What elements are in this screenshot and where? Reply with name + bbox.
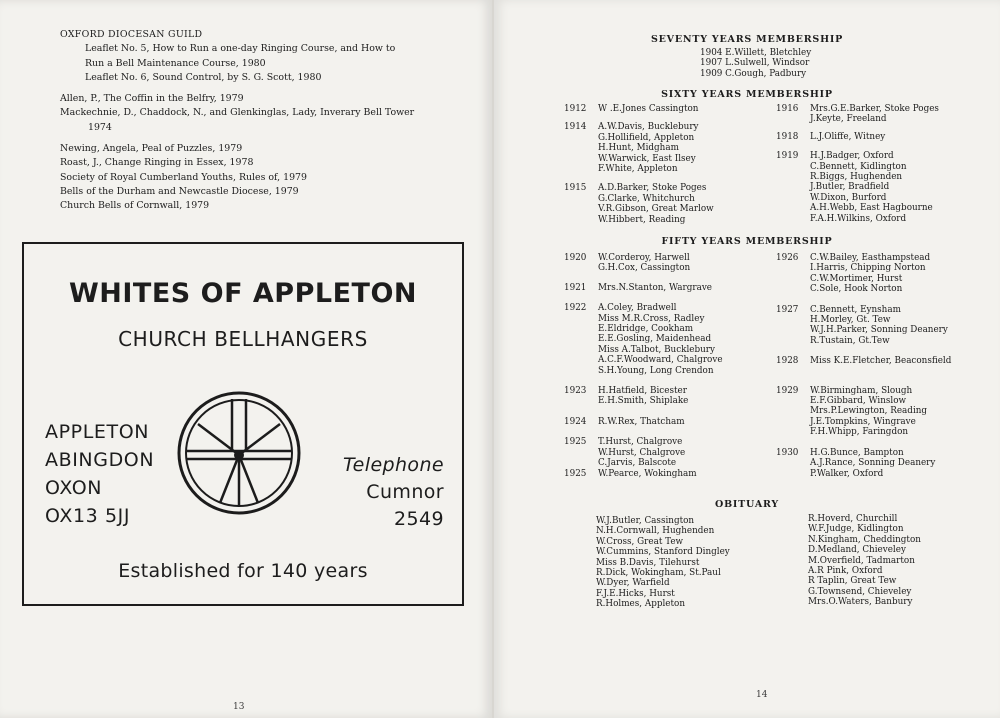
obituary-name: W.Dyer, Warfield — [596, 578, 670, 589]
entry-name: H.J.Badger, Oxford — [810, 151, 894, 162]
membership-entry — [564, 122, 714, 174]
entry-year: 1928 — [776, 356, 799, 367]
entry-name: Miss M.R.Cross, Radley — [598, 313, 705, 324]
entry-name: G.Clarke, Whitchurch — [598, 193, 695, 204]
biblio-entry: Allen, P., The Coffin in the Belfry, 1979 — [60, 93, 244, 105]
entry-name: J.Butler, Bradfield — [810, 182, 890, 193]
obituary-name: M.Overfield, Tadmarton — [808, 555, 915, 566]
entry-year: 1925 — [564, 468, 587, 479]
bibliography-list — [60, 28, 460, 214]
bell-wheel-icon — [176, 390, 302, 516]
entry-name: G.H.Cox, Cassington — [598, 263, 691, 274]
entry-year: 1923 — [564, 386, 587, 397]
membership-entry — [776, 132, 939, 142]
entry-name: H.G.Bunce, Bampton — [810, 447, 904, 458]
biblio-entry: 1974 — [88, 121, 112, 133]
entry-year: 1916 — [776, 104, 799, 114]
entry-name: I.Harris, Chipping Norton — [810, 263, 926, 274]
entry-name: A.D.Barker, Stoke Poges — [598, 183, 707, 194]
entry-year: 1925 — [564, 437, 587, 448]
entry-name: Mrs.G.E.Barker, Stoke Poges — [810, 104, 939, 114]
entry-name: W.Corderoy, Harwell — [598, 253, 690, 263]
entry-name: W.Pearce, Wokingham — [598, 468, 697, 479]
advert-address — [45, 418, 154, 530]
entry-name: W.Dixon, Burford — [810, 192, 887, 203]
obituary-name: Miss B.Davis, Tilehurst — [596, 557, 700, 568]
obituary-name: Mrs.O.Waters, Banbury — [808, 597, 913, 608]
entry-name: C.Bennett, Eynsham — [810, 304, 901, 315]
left-page — [0, 0, 492, 718]
entry-year: 1914 — [564, 122, 587, 133]
entry-name: Miss K.E.Fletcher, Beaconsfield — [810, 356, 952, 367]
entry-name: W.Hibbert, Reading — [598, 214, 686, 225]
entry-name: C.W.Bailey, Easthampstead — [810, 253, 931, 263]
obituary-name: G.Townsend, Chieveley — [808, 586, 912, 597]
sixty-years-heading: SIXTY YEARS MEMBERSHIP — [661, 89, 833, 100]
entry-year: 1927 — [776, 304, 799, 315]
membership-entry — [564, 283, 723, 293]
entry-name: R.Biggs, Hughenden — [810, 172, 903, 183]
seventy-years-list — [700, 48, 811, 79]
obituary-left-column — [596, 516, 730, 610]
address-line: ABINGDON — [45, 449, 155, 471]
entry-name: A.H.Webb, East Hagbourne — [810, 203, 933, 214]
entry-year: 1912 — [564, 104, 587, 114]
biblio-entry: Roast, J., Change Ringing in Essex, 1978 — [60, 157, 254, 169]
entry-name: W.Warwick, East Ilsey — [598, 153, 696, 164]
entry-name: W.J.H.Parker, Sonning Deanery — [810, 325, 948, 336]
obituary-heading: OBITUARY — [715, 499, 779, 510]
entry-name: E.F.Gibbard, Winslow — [810, 396, 907, 407]
membership-entry — [776, 386, 951, 438]
membership-entry — [776, 448, 951, 479]
biblio-entry: Leaflet No. 6, Sound Control, by S. G. Scott, 1980 — [85, 71, 322, 83]
biblio-entry: Mackechnie, D., Chaddock, N., and Glenkinglas, Lady, Inverary Bell Tower — [60, 107, 415, 119]
membership-entry — [776, 253, 951, 295]
address-line: APPLETON — [45, 421, 150, 443]
entry-name: Mrs.N.Stanton, Wargrave — [598, 282, 712, 293]
membership-entry — [564, 469, 723, 479]
entry-name: J.Keyte, Freeland — [810, 114, 887, 125]
entry-year: 1915 — [564, 183, 587, 194]
membership-entry — [564, 253, 723, 274]
entry-name: H.Hunt, Midgham — [598, 143, 679, 154]
entry-name: E.E.Gosling, Maidenhead — [598, 334, 712, 345]
biblio-entry: Run a Bell Maintenance Course, 1980 — [85, 57, 266, 69]
membership-entry — [776, 104, 939, 125]
entry-year: 1929 — [776, 385, 799, 396]
entry-name: E.Eldridge, Cookham — [598, 324, 694, 335]
membership-entry — [564, 183, 714, 225]
page-number: 13 — [233, 702, 245, 712]
membership-entry — [564, 303, 723, 376]
entry-name: V.R.Gibson, Great Marlow — [598, 204, 714, 215]
entry-name: A.J.Rance, Sonning Deanery — [810, 458, 936, 469]
list-item: 1904 E.Willett, Bletchley — [700, 48, 812, 58]
biblio-entry: Leaflet No. 5, How to Run a one-day Ringing Course, and How to — [85, 43, 396, 55]
guild-heading: OXFORD DIOCESAN GUILD — [60, 29, 203, 40]
list-item: 1907 L.Sulwell, Windsor — [700, 58, 810, 69]
obituary-name: W.Cummins, Stanford Dingley — [596, 547, 730, 558]
obituary-name: W.Cross, Great Tew — [596, 536, 684, 547]
biblio-entry: Newing, Angela, Peal of Puzzles, 1979 — [60, 143, 243, 155]
seventy-years-heading: SEVENTY YEARS MEMBERSHIP — [650, 34, 844, 45]
entry-name: G.Hollifield, Appleton — [598, 132, 695, 143]
biblio-entry: Bells of the Durham and Newcastle Diocese, 1979 — [60, 185, 299, 197]
membership-entry — [776, 305, 951, 347]
entry-year: 1918 — [776, 131, 799, 142]
entry-name: Mrs.P.Lewington, Reading — [810, 406, 928, 417]
entry-name: W.Birmingham, Slough — [810, 385, 913, 396]
obituary-name: W.F.Judge, Kidlington — [808, 524, 904, 535]
entry-year: 1924 — [564, 416, 587, 427]
obituary-name: N.H.Cornwall, Hughenden — [596, 526, 715, 537]
entry-name: W .E.Jones Cassington — [598, 104, 699, 114]
fifty-years-heading: FIFTY YEARS MEMBERSHIP — [661, 236, 833, 247]
entry-year: 1920 — [564, 253, 587, 263]
address-line: OXON — [45, 477, 103, 499]
entry-name: H.Hatfield, Bicester — [598, 386, 687, 397]
list-item: 1909 C.Gough, Padbury — [700, 68, 807, 79]
advert-subtitle: CHURCH BELLHANGERS — [118, 327, 368, 351]
obituary-name: R.Hoverd, Churchill — [808, 514, 898, 524]
obituary-name: R Taplin, Great Tew — [808, 576, 897, 587]
obituary-name: D.Medland, Chieveley — [808, 545, 906, 556]
entry-name: L.J.Oliffe, Witney — [810, 131, 886, 142]
fifty-years-left-column — [564, 253, 723, 479]
sixty-years-right-column — [776, 104, 939, 224]
advert-title: WHITES OF APPLETON — [68, 278, 418, 309]
entry-year: 1926 — [776, 253, 799, 263]
obituary-name: R.Dick, Wokingham, St.Paul — [596, 568, 721, 579]
entry-year: 1921 — [564, 282, 587, 293]
obituary-name: R.Holmes, Appleton — [596, 599, 685, 610]
phone-place: Cumnor — [366, 481, 444, 503]
entry-name: C.W.Mortimer, Hurst — [810, 273, 903, 284]
phone-number: 2549 — [394, 508, 444, 530]
entry-name: J.E.Tompkins, Wingrave — [810, 416, 916, 427]
entry-name: F.H.Whipp, Faringdon — [810, 427, 909, 438]
address-line: OX13 5JJ — [45, 505, 131, 527]
biblio-entry: Church Bells of Cornwall, 1979 — [60, 200, 210, 212]
advert-telephone — [343, 452, 444, 533]
entry-name: P.Walker, Oxford — [810, 468, 884, 479]
fifty-years-right-column — [776, 253, 951, 479]
sixty-years-left-column — [564, 104, 714, 225]
membership-entry — [564, 386, 723, 407]
membership-entry — [564, 417, 723, 427]
entry-name: H.Morley, Gt. Tew — [810, 315, 891, 326]
membership-entry — [564, 437, 723, 468]
entry-year: 1922 — [564, 303, 587, 314]
obituary-name: N.Kingham, Cheddington — [808, 534, 921, 545]
entry-name: R.Tustain, Gt.Tew — [810, 335, 890, 346]
entry-name: W.Hurst, Chalgrove — [598, 447, 686, 458]
obituary-name: A.R Pink, Oxford — [808, 566, 883, 577]
entry-name: R.W.Rex, Thatcham — [598, 416, 685, 427]
entry-year: 1919 — [776, 151, 799, 162]
entry-name: C.Bennett, Kidlington — [810, 161, 907, 172]
advert-established: Established for 140 years — [118, 560, 368, 582]
biblio-entry: Society of Royal Cumberland Youths, Rules of, 1979 — [60, 171, 307, 183]
membership-entry — [776, 151, 939, 224]
entry-name: Miss A.Talbot, Bucklebury — [598, 344, 715, 355]
entry-name: T.Hurst, Chalgrove — [598, 437, 683, 448]
membership-entry — [564, 104, 714, 114]
entry-year: 1930 — [776, 447, 799, 458]
obituary-name: W.J.Butler, Cassington — [596, 516, 695, 526]
entry-name: A.C.F.Woodward, Chalgrove — [598, 355, 723, 366]
membership-entry — [776, 356, 951, 366]
entry-name: S.H.Young, Long Crendon — [598, 365, 714, 376]
page-number: 14 — [756, 690, 768, 700]
obituary-name: F.J.E.Hicks, Hurst — [596, 588, 675, 599]
entry-name: C.Sole, Hook Norton — [810, 284, 903, 295]
phone-label: Telephone — [343, 454, 444, 476]
entry-name: A.W.Davis, Bucklebury — [598, 122, 699, 133]
obituary-right-column — [808, 514, 921, 608]
entry-name: F.A.H.Wilkins, Oxford — [810, 213, 907, 224]
entry-name: F.White, Appleton — [598, 164, 678, 175]
bellhangers-advert — [22, 242, 464, 606]
entry-name: C.Jarvis, Balscote — [598, 458, 677, 469]
entry-name: E.H.Smith, Shiplake — [598, 396, 689, 407]
entry-name: A.Coley, Bradwell — [598, 303, 677, 314]
right-page — [494, 0, 1000, 718]
